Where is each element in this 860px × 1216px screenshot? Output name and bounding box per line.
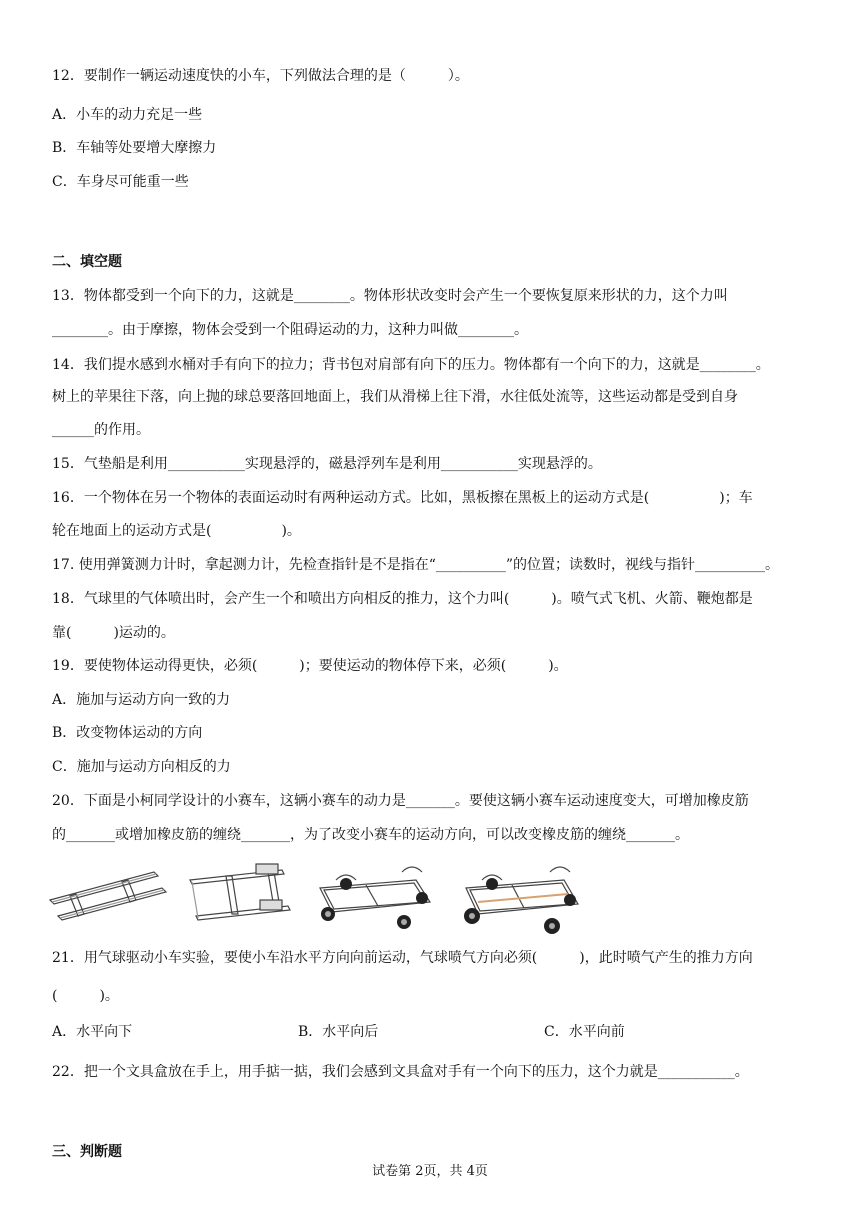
q16-line-2: 轮在地面上的运动方式是( )。: [52, 523, 301, 539]
q12-stem: 12．要制作一辆运动速度快的小车，下列做法合理的是（ ）。: [52, 68, 469, 84]
car-frame-figure-1: [48, 858, 168, 928]
car-frame-figure-2: [186, 858, 296, 938]
q18-line-1: 18．气球里的气体喷出时，会产生一个和喷出方向相反的推力，这个力叫( )。喷气式飞机、火箭、鞭炮都是: [52, 591, 753, 607]
q21-option-b: B．水平向后: [298, 1024, 379, 1040]
q12-option-b: B．车轴等处要增大摩擦力: [52, 140, 217, 156]
section-heading-fill-in: 二、填空题: [52, 254, 122, 270]
q19-option-b: B．改变物体运动的方向: [52, 725, 203, 741]
q14-line-3: ______的作用。: [52, 422, 150, 438]
q20-line-2: 的_______或增加橡皮筋的缠绕_______，为了改变小赛车的运动方向，可以改变橡皮筋的缠绕_______。: [52, 827, 689, 843]
q12-option-c: C．车身尽可能重一些: [52, 174, 189, 190]
q14-line-2: 树上的苹果往下落，向上抛的球总要落回地面上，我们从滑梯上往下滑，水往低处流等，这些运动都是受到自身: [52, 389, 738, 405]
q21-line-2: ( )。: [52, 988, 119, 1004]
q22: 22．把一个文具盒放在手上，用手掂一掂，我们会感到文具盒对手有一个向下的压力，这个力就是___________。: [52, 1064, 749, 1080]
q12-option-a: A．小车的动力充足一些: [52, 107, 203, 123]
q20-line-1: 20．下面是小柯同学设计的小赛车，这辆小赛车的动力是_______。要使这辆小赛车运动速度变大，可增加橡皮筋: [52, 793, 749, 809]
q21-option-a: A．水平向下: [52, 1024, 133, 1040]
q19-option-c: C．施加与运动方向相反的力: [52, 759, 231, 775]
q13-line-1: 13．物体都受到一个向下的力，这就是________。物体形状改变时会产生一个要恢复原来形状的力，这个力叫: [52, 288, 728, 304]
q19-option-a: A．施加与运动方向一致的力: [52, 692, 231, 708]
q16-line-1: 16．一个物体在另一个物体的表面运动时有两种运动方式。比如，黑板擦在黑板上的运动方式是( )；车: [52, 490, 753, 506]
q18-line-2: 靠( )运动的。: [52, 625, 175, 641]
q13-line-2: ________。由于摩擦，物体会受到一个阻碍运动的力，这种力叫做________。: [52, 322, 528, 338]
q19-stem: 19．要使物体运动得更快，必须( )；要使运动的物体停下来，必须( )。: [52, 658, 568, 674]
q14-line-1: 14．我们提水感到水桶对手有向下的拉力；背书包对肩部有向下的压力。物体都有一个向下的力，这就是________。: [52, 357, 770, 373]
car-frame-figure-3: [306, 858, 436, 933]
page-footer: 试卷第 2页，共 4页: [372, 1164, 488, 1179]
car-frame-figure-4: [450, 858, 585, 938]
q17: 17. 使用弹簧测力计时，拿起测力计，先检查指针是不是指在“__________”的位置；读数时，视线与指针__________。: [52, 557, 780, 573]
q21-option-c: C．水平向前: [544, 1024, 625, 1040]
q15: 15．气垫船是利用___________实现悬浮的，磁悬浮列车是利用___________实现悬浮的。: [52, 456, 602, 472]
q21-line-1: 21．用气球驱动小车实验，要使小车沿水平方向向前运动，气球喷气方向必须( )，此时喷气产生的推力方向: [52, 950, 753, 966]
section-heading-true-false: 三、判断题: [52, 1144, 122, 1160]
